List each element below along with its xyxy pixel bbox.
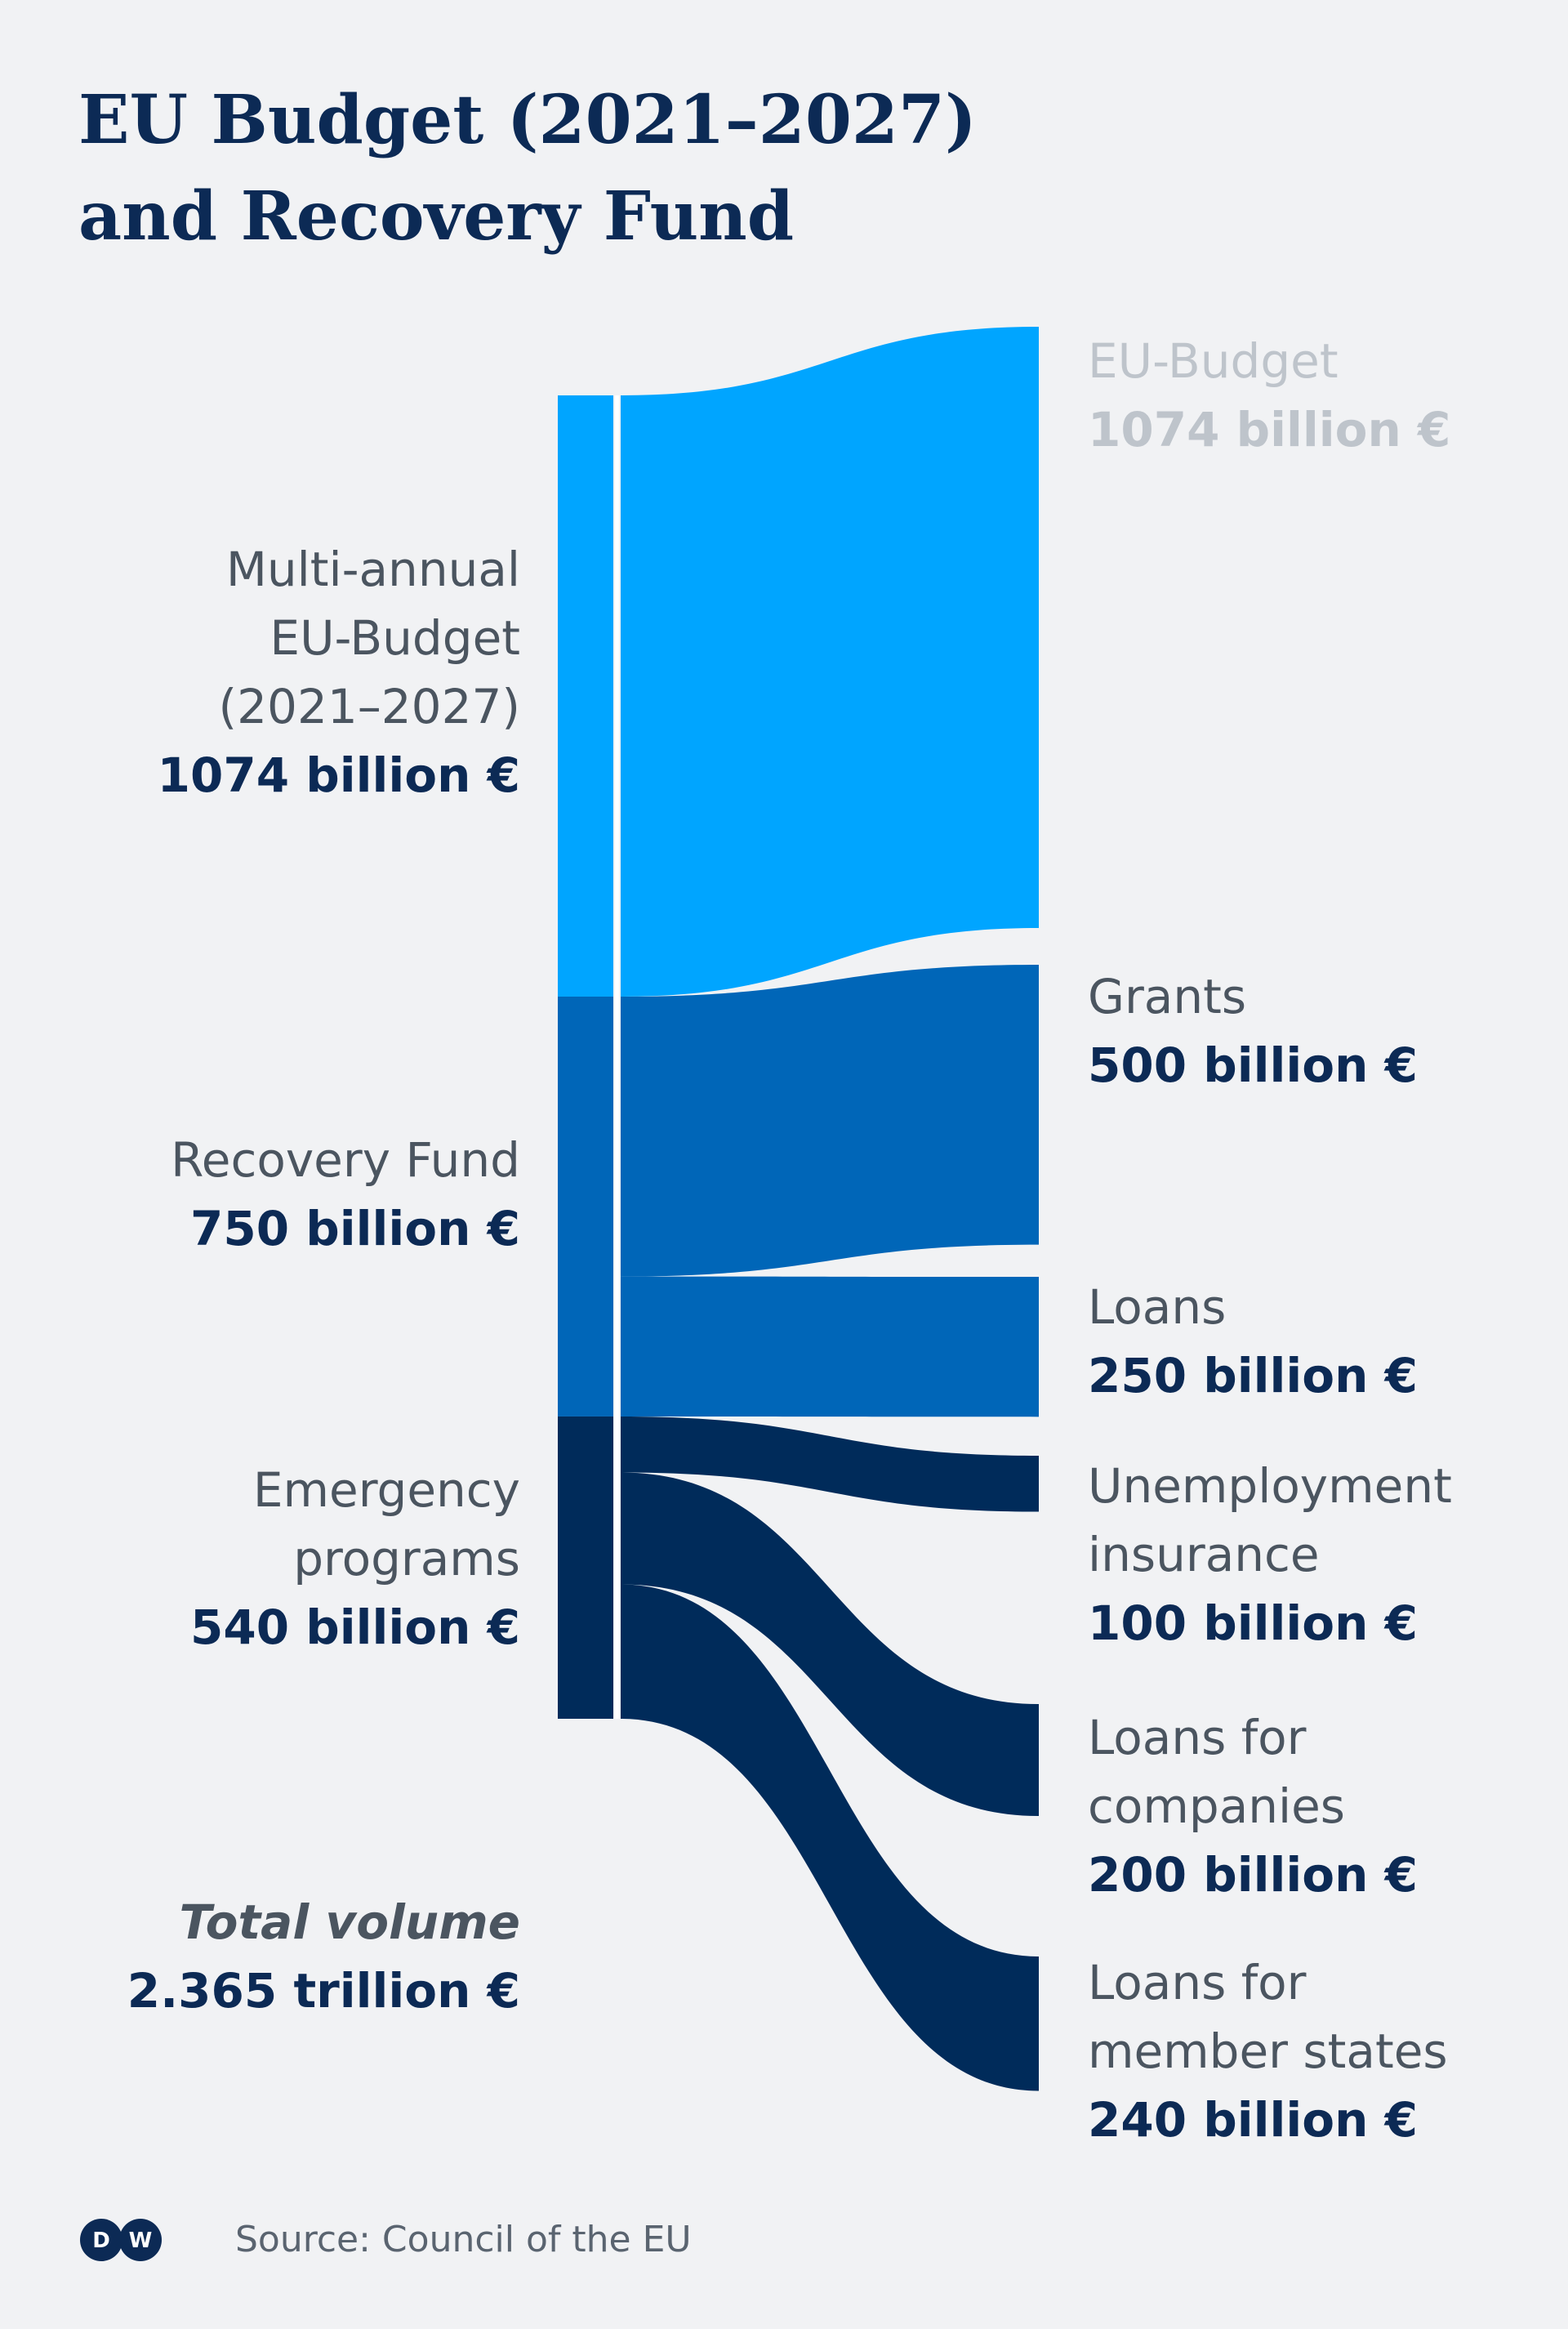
source-bar-budget <box>558 395 613 997</box>
target-name-line: Loans for <box>1088 1955 1307 2010</box>
dw-logo <box>78 2217 163 2263</box>
source-note: Source: Council of the EU <box>235 2219 692 2260</box>
source-value: 540 billion € <box>190 1600 520 1655</box>
target-label-companies <box>1088 1703 1561 1909</box>
target-value: 240 billion € <box>1088 2092 1418 2148</box>
total-label <box>0 1888 520 2025</box>
flow-grants <box>621 965 1039 1277</box>
source-value: 750 billion € <box>190 1201 520 1256</box>
target-name-line: Loans <box>1088 1279 1227 1335</box>
target-name-line: companies <box>1088 1778 1346 1834</box>
target-value: 200 billion € <box>1088 1847 1418 1903</box>
source-label-budget <box>0 535 520 810</box>
target-label-unemployment <box>1088 1452 1561 1658</box>
target-name-line: insurance <box>1088 1527 1320 1582</box>
source-bar-emergency <box>558 1417 613 1719</box>
target-name-line: Unemployment <box>1088 1458 1452 1514</box>
target-name-line: member states <box>1088 2023 1448 2079</box>
target-name-line: Loans for <box>1088 1710 1307 1765</box>
total-name: Total volume <box>179 1894 520 1950</box>
target-value: 1074 billion € <box>1088 402 1451 457</box>
source-name-line: programs <box>293 1531 520 1586</box>
source-name-line: Emergency <box>252 1462 520 1518</box>
target-value: 250 billion € <box>1088 1348 1418 1403</box>
target-name-line: Grants <box>1088 969 1247 1024</box>
total-value: 2.365 trillion € <box>127 1963 520 2019</box>
svg-text:D: D <box>92 2229 110 2253</box>
target-value: 500 billion € <box>1088 1037 1418 1093</box>
target-label-eu-budget <box>1088 327 1561 464</box>
source-bar-recovery <box>558 997 613 1417</box>
target-value: 100 billion € <box>1088 1595 1418 1651</box>
separator-line <box>615 395 619 1719</box>
title-line-2: and Recovery Fund <box>78 177 795 256</box>
source-label-recovery <box>0 1126 520 1263</box>
title-line-1: EU Budget (2021–2027) <box>78 81 977 159</box>
source-name-line: Multi-annual <box>225 542 520 597</box>
target-label-loans <box>1088 1273 1561 1410</box>
target-label-member-states <box>1088 1948 1561 2154</box>
source-name-line: Recovery Fund <box>171 1132 520 1188</box>
source-value: 1074 billion € <box>157 747 520 803</box>
svg-text:W: W <box>128 2229 153 2253</box>
footer <box>78 2211 163 2269</box>
source-label-emergency <box>0 1456 520 1662</box>
source-name-line: EU-Budget <box>270 610 520 666</box>
target-name-line: EU-Budget <box>1088 333 1339 389</box>
target-label-grants <box>1088 962 1561 1100</box>
flow-loans <box>621 1277 1039 1417</box>
flow-eu-budget <box>621 327 1039 997</box>
source-name-line: (2021–2027) <box>218 679 520 734</box>
